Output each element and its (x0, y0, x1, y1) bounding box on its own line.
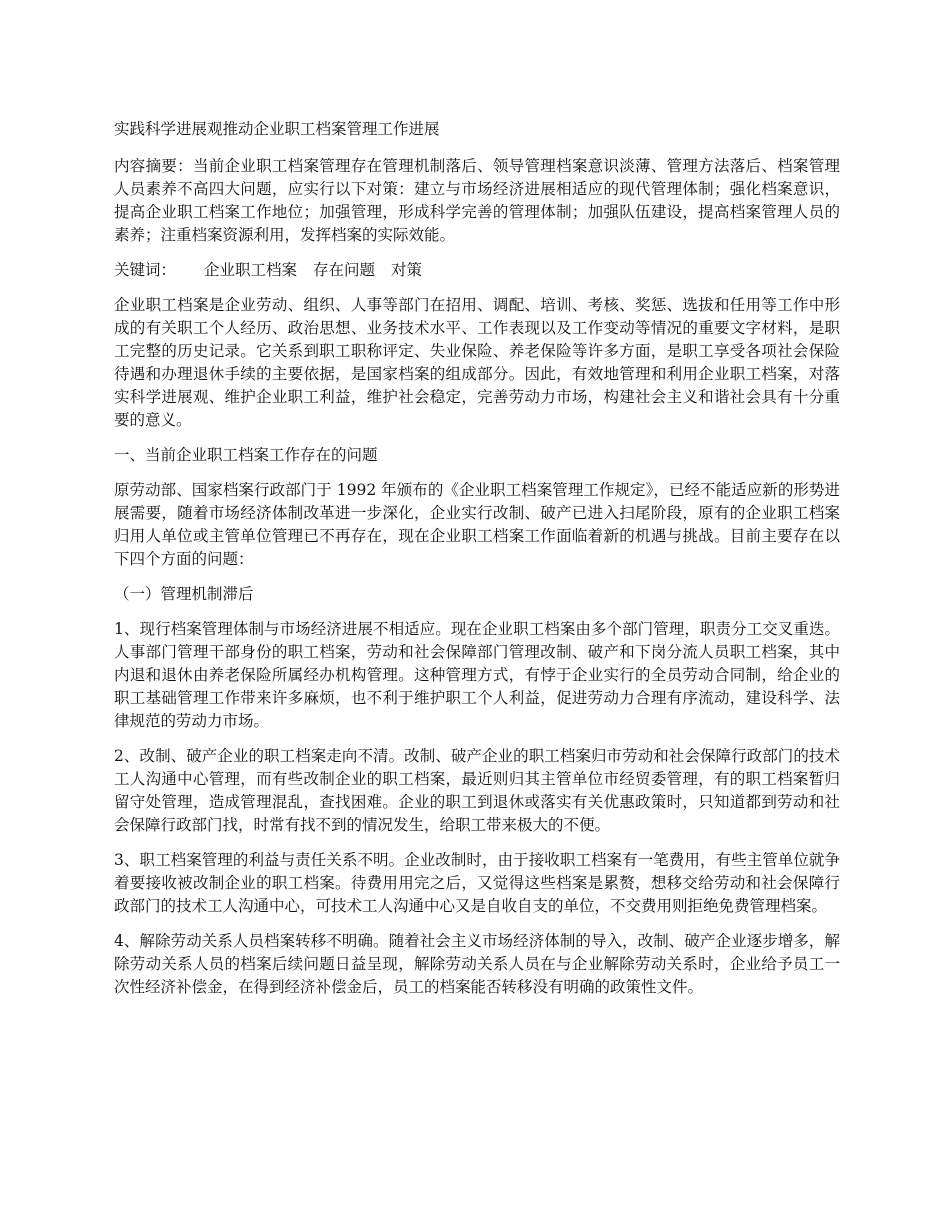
keywords-line (114, 259, 840, 282)
keywords-label: 关键词： (114, 261, 177, 279)
document-title: 实践科学进展观推动企业职工档案管理工作进展 (114, 120, 440, 138)
keyword-item: 存在问题 (313, 261, 376, 279)
document-page (114, 118, 840, 1011)
subsection-heading: （一）管理机制滞后 (114, 585, 254, 603)
section-heading: 一、当前企业职工档案工作存在的问题 (114, 446, 378, 464)
keyword-item: 企业职工档案 (204, 261, 298, 279)
keyword-item: 对策 (391, 261, 423, 279)
list-item: 1、现行档案管理体制与市场经济进展不相适应。现在企业职工档案由多个部门管理，职责分工交叉重迭。人事部门管理干部身份的职工档案，劳动和社会保障部门管理改制、破产和下岗分流人员职工档案，其中内退和退休由养老保险所属经办机构管理。这种管理方式，有悖于企业实行的全员劳动合同制，给企业的职工基础管理工作带来许多麻烦，也不利于维护职工个人利益，促进劳动力合理有序流动，建设科学、法律规范的劳动力市场。 (114, 620, 840, 730)
section-intro-paragraph: 原劳动部、国家档案行政部门于 1992 年颁布的《企业职工档案管理工作规定》，已经不能适应新的形势进展需要，随着市场经济体制改革进一步深化，企业实行改制、破产已进入扫尾阶段，原有的企业职工档案归用人单位或主管单位管理已不再存在，现在企业职工档案工作面临着新的机遇与挑战。目前主要存在以下四个方面的问题： (114, 481, 840, 568)
abstract-paragraph: 内容摘要：当前企业职工档案管理存在管理机制落后、领导管理档案意识淡薄、管理方法落后、档案管理人员素养不高四大问题，应实行以下对策：建立与市场经济进展相适应的现代管理体制；强化档案意识，提高企业职工档案工作地位；加强管理，形成科学完善的管理体制；加强队伍建设，提高档案管理人员的素养；注重档案资源利用，发挥档案的实际效能。 (114, 157, 840, 244)
list-item: 4、解除劳动关系人员档案转移不明确。随着社会主义市场经济体制的导入，改制、破产企业逐步增多，解除劳动关系人员的档案后续问题日益呈现，解除劳动关系人员在与企业解除劳动关系时，企业给予员工一次性经济补偿金，在得到经济补偿金后，员工的档案能否转移没有明确的政策性文件。 (114, 932, 840, 996)
list-item: 3、职工档案管理的利益与责任关系不明。企业改制时，由于接收职工档案有一笔费用，有些主管单位就争着要接收被改制企业的职工档案。待费用用完之后，又觉得这些档案是累赘，想移交给劳动和社会保障行政部门的技术工人沟通中心，可技术工人沟通中心又是自收自支的单位，不交费用则拒绝免费管理档案。 (114, 851, 840, 915)
intro-paragraph: 企业职工档案是企业劳动、组织、人事等部门在招用、调配、培训、考核、奖惩、选拔和任用等工作中形成的有关职工个人经历、政治思想、业务技术水平、工作表现以及工作变动等情况的重要文字材料，是职工完整的历史记录。它关系到职工职称评定、失业保险、养老保险等许多方面，是职工享受各项社会保险待遇和办理退休手续的主要依据，是国家档案的组成部分。因此，有效地管理和利用企业职工档案，对落实科学进展观、维护企业职工利益，维护社会稳定，完善劳动力市场，构建社会主义和谐社会具有十分重要的意义。 (114, 296, 840, 429)
list-item: 2、改制、破产企业的职工档案走向不清。改制、破产企业的职工档案归市劳动和社会保障行政部门的技术工人沟通中心管理，而有些改制企业的职工档案，最近则归其主管单位市经贸委管理，有的职工档案暂归留守处管理，造成管理混乱，查找困难。企业的职工到退休或落实有关优惠政策时，只知道都到劳动和社会保障行政部门找，时常有找不到的情况发生，给职工带来极大的不便。 (114, 747, 840, 834)
